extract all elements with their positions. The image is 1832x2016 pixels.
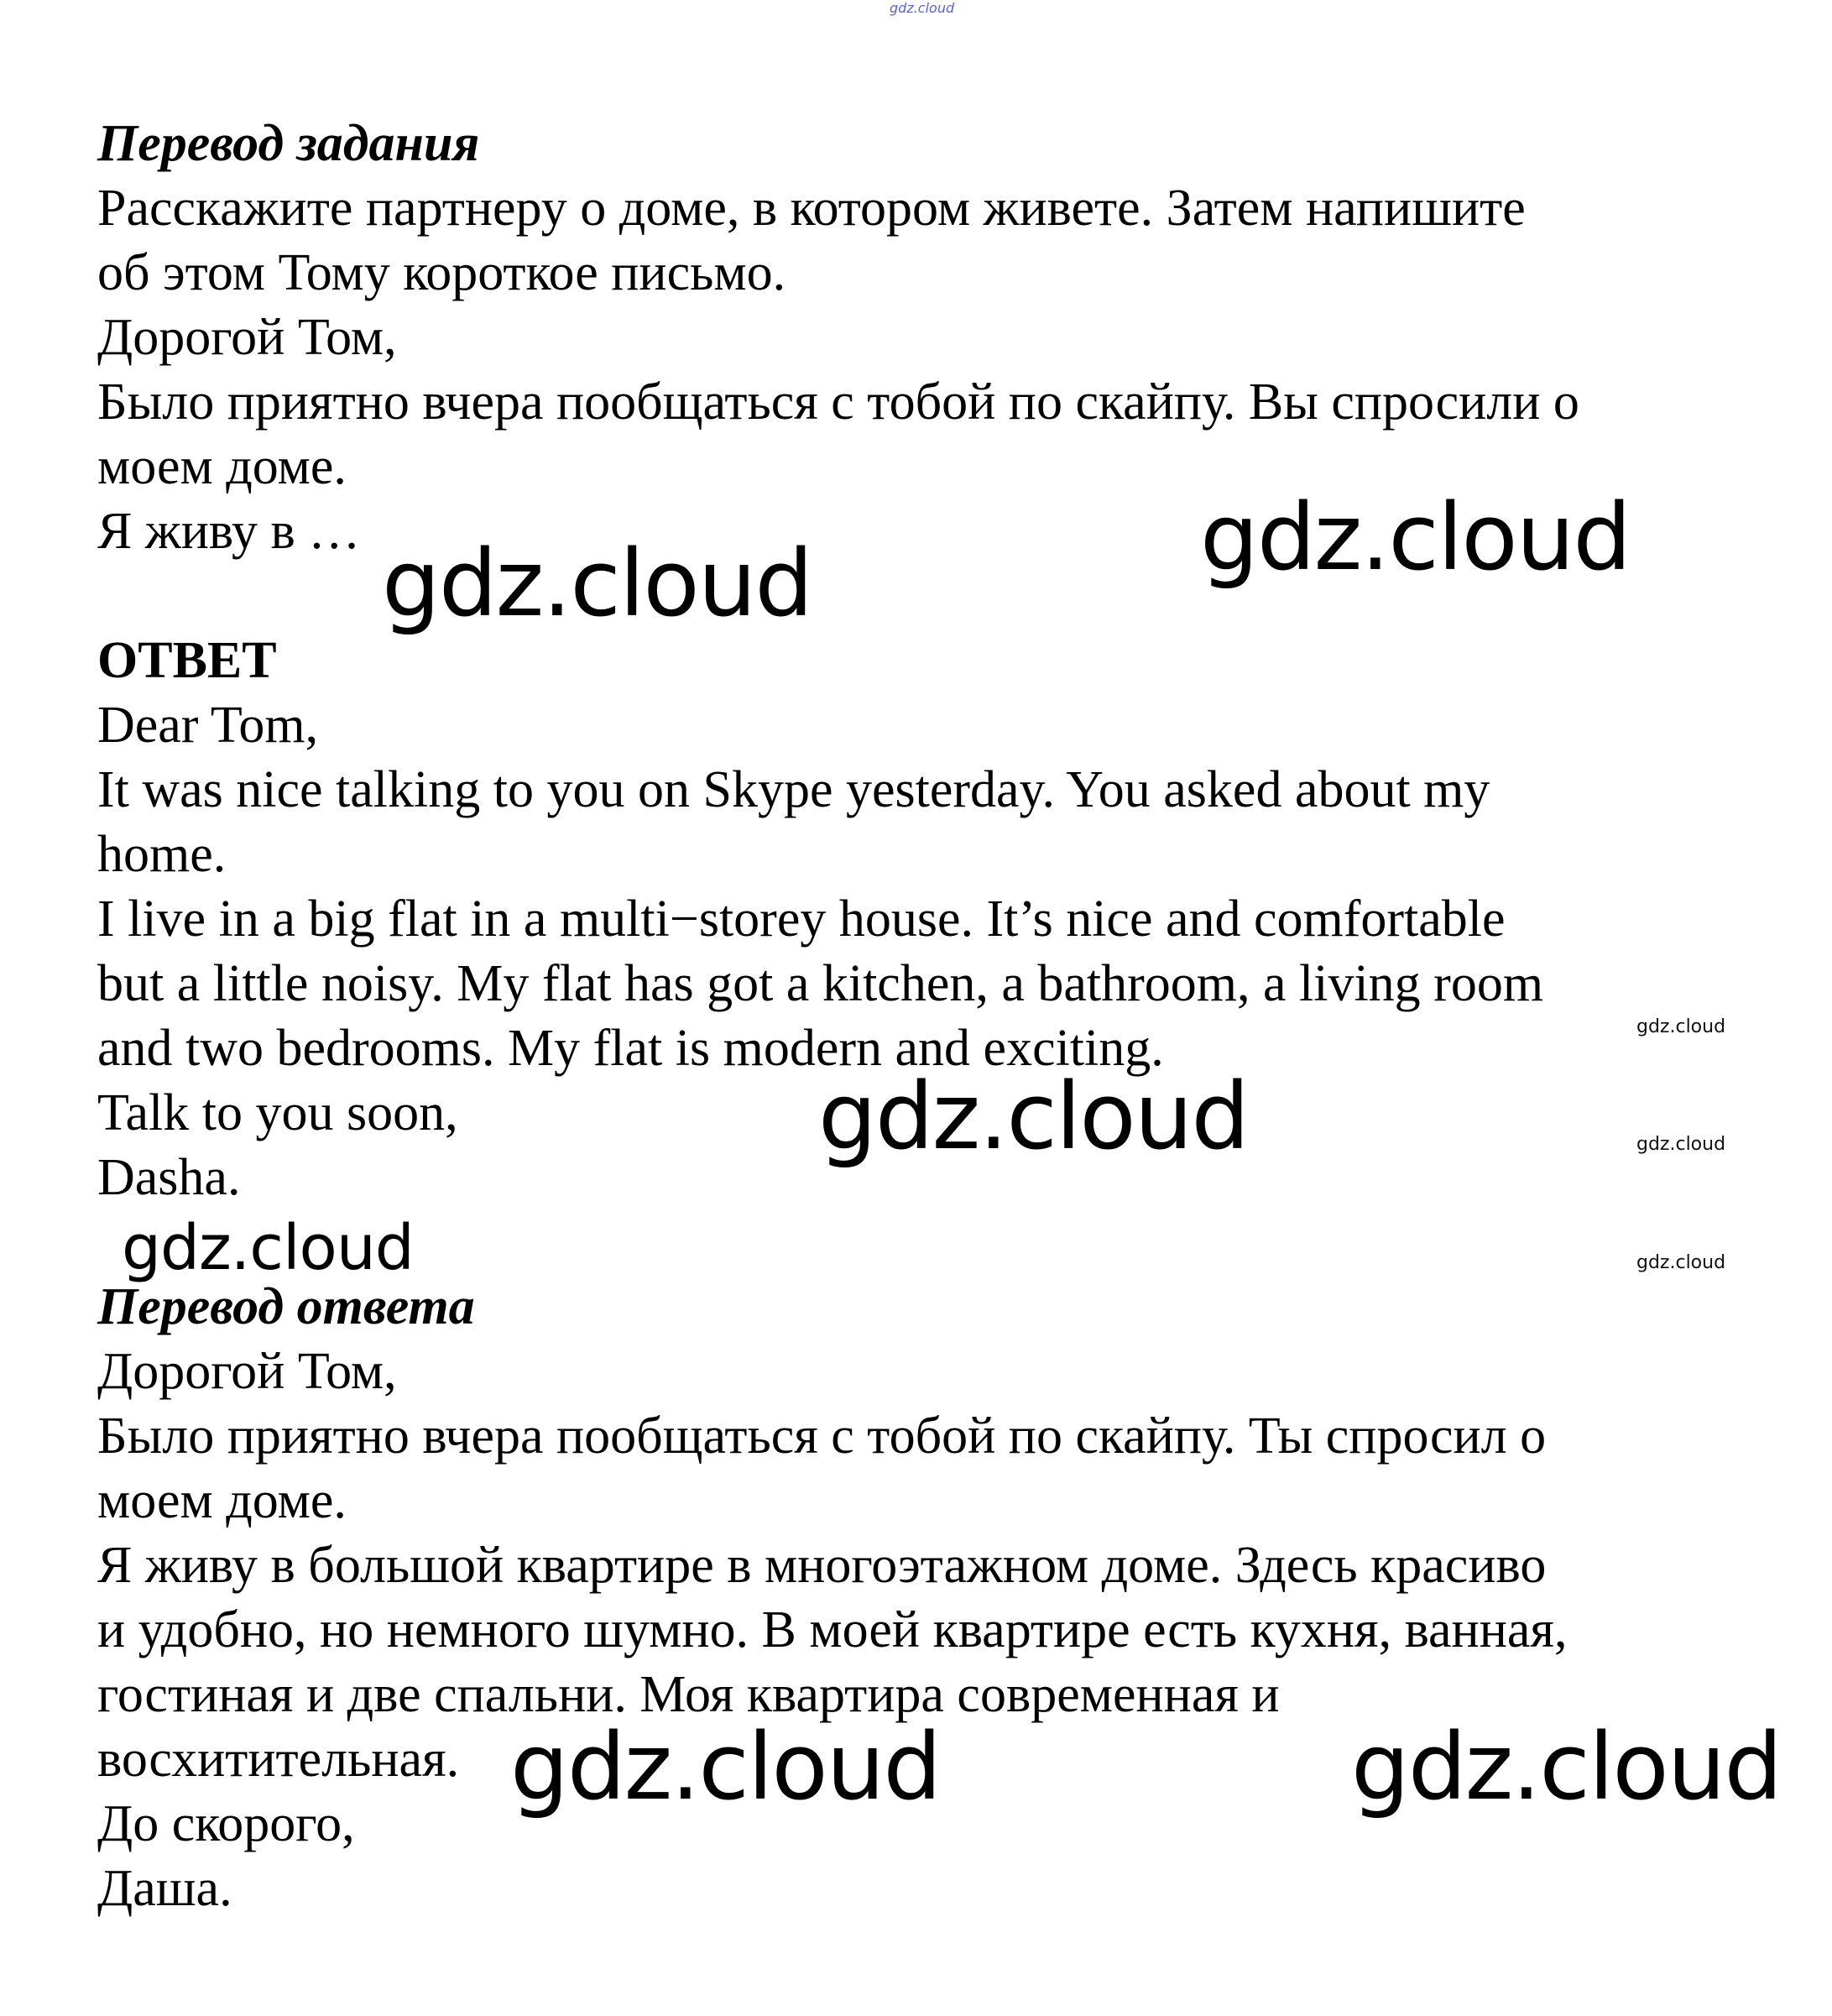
watermark-large: gdz.cloud <box>1351 1713 1782 1820</box>
answer-line: home. <box>97 826 227 883</box>
translation-line: восхитительная. <box>97 1731 460 1788</box>
translation-line: гостиная и две спальни. Моя квартира современная и <box>97 1666 1280 1723</box>
task-heading: Перевод задания <box>97 115 480 172</box>
watermark-small: gdz.cloud <box>1636 1252 1726 1273</box>
task-line: Я живу в … <box>97 503 361 560</box>
translation-heading: Перевод ответа <box>97 1278 475 1335</box>
translation-line: До скорого, <box>97 1795 355 1852</box>
task-line: об этом Тому короткое письмо. <box>97 244 786 301</box>
document-body <box>97 112 1776 1921</box>
translation-line: моем доме. <box>97 1472 347 1529</box>
translation-line: Было приятно вчера пообщаться с тобой по скайпу. Ты спросил о <box>97 1408 1547 1465</box>
task-line: Дорогой Том, <box>97 309 397 366</box>
answer-heading: ОТВЕТ <box>97 632 277 689</box>
task-line: Было приятно вчера пообщаться с тобой по скайпу. Вы спросили о <box>97 373 1579 431</box>
translation-line: Даша. <box>97 1860 232 1917</box>
translation-line: Дорогой Том, <box>97 1343 397 1400</box>
answer-line: but a little noisy. My flat has got a kitchen, a bathroom, a living room <box>97 955 1544 1012</box>
watermark-large: gdz.cloud <box>510 1713 941 1820</box>
answer-line: It was nice talking to you on Skype yesterday. You asked about my <box>97 761 1490 818</box>
translation-line: Я живу в большой квартире в многоэтажном доме. Здесь красиво <box>97 1537 1547 1594</box>
answer-line: I live in a big flat in a multi−storey house. It’s nice and comfortable <box>97 890 1506 948</box>
answer-line: Dasha. <box>97 1149 241 1206</box>
watermark-large: gdz.cloud <box>382 530 812 637</box>
task-line: Расскажите партнеру о доме, в котором живете. Затем напишите <box>97 180 1526 237</box>
watermark-medium: gdz.cloud <box>122 1212 414 1284</box>
watermark-small: gdz.cloud <box>1636 1016 1726 1037</box>
task-line: моем доме. <box>97 438 347 495</box>
watermark-small: gdz.cloud <box>1636 1134 1726 1155</box>
watermark-large: gdz.cloud <box>818 1063 1249 1170</box>
answer-line: Talk to you soon, <box>97 1084 458 1141</box>
answer-line: and two bedrooms. My flat is modern and exciting. <box>97 1020 1164 1077</box>
translation-line: и удобно, но немного шумно. В моей квартире есть кухня, ванная, <box>97 1601 1568 1658</box>
watermark-top: gdz.cloud <box>890 0 955 16</box>
watermark-large: gdz.cloud <box>1200 483 1631 591</box>
answer-line: Dear Tom, <box>97 697 319 754</box>
